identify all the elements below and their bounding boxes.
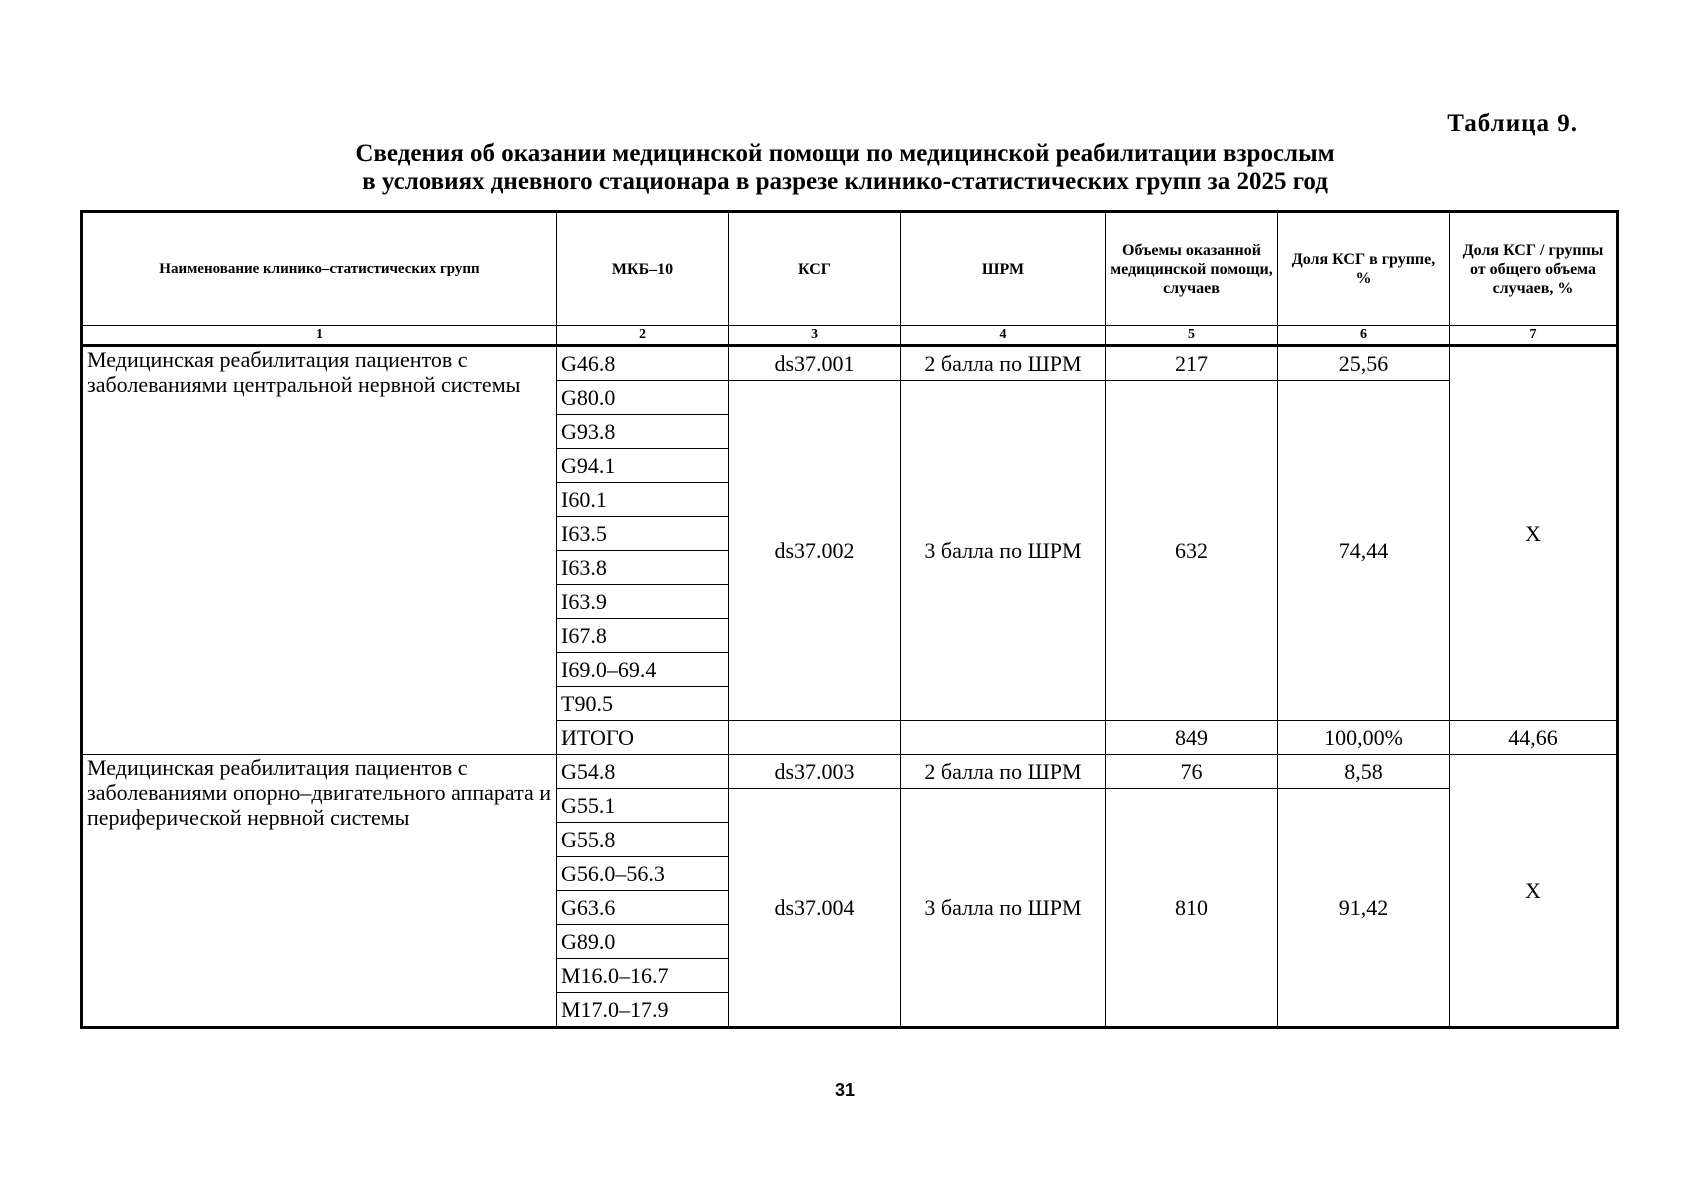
column-number: 4: [901, 326, 1106, 346]
total-label: ИТОГО: [557, 721, 729, 755]
total-overall-share: 44,66: [1450, 721, 1618, 755]
mkb-code: I60.1: [557, 483, 729, 517]
mkb-code: I63.8: [557, 551, 729, 585]
mkb-code: G55.8: [557, 823, 729, 857]
mkb-code: G80.0: [557, 381, 729, 415]
header-volume: Объемы оказанной медицинской помощи, случаев: [1106, 212, 1278, 326]
mkb-code: G93.8: [557, 415, 729, 449]
column-number: 3: [729, 326, 901, 346]
volume-value: 632: [1106, 381, 1278, 721]
total-share: 100,00%: [1278, 721, 1450, 755]
document-title: [0, 140, 1690, 196]
mkb-code: M17.0–17.9: [557, 993, 729, 1028]
group-name-cns: Медицинская реабилитация пациентов с заболеваниями центральной нервной системы: [82, 346, 557, 755]
volume-value: 810: [1106, 789, 1278, 1028]
mkb-code: I63.9: [557, 585, 729, 619]
mkb-code: I67.8: [557, 619, 729, 653]
title-line-1: Сведения об оказании медицинской помощи по медицинской реабилитации взрослым: [355, 140, 1335, 167]
mkb-code: G46.8: [557, 346, 729, 381]
ksg-table: [80, 210, 1619, 1029]
group-name-musculoskeletal: Медицинская реабилитация пациентов с заболеваниями опорно–двигательного аппарата и периферической нервной системы: [82, 755, 557, 1028]
mkb-code: I69.0–69.4: [557, 653, 729, 687]
shrm-value: 2 балла по ШРМ: [901, 755, 1106, 789]
page-number: 31: [834, 1080, 856, 1100]
share-value: 91,42: [1278, 789, 1450, 1028]
title-line-2: в условиях дневного стационара в разрезе клинико-статистических групп за 2025 год: [362, 168, 1328, 195]
ksg-code: ds37.004: [729, 789, 901, 1028]
header-shrm: ШРМ: [901, 212, 1106, 326]
table-label: Таблица 9.: [1447, 110, 1578, 137]
ksg-code: ds37.002: [729, 381, 901, 721]
total-volume: 849: [1106, 721, 1278, 755]
shrm-value: 2 балла по ШРМ: [901, 346, 1106, 381]
overall-share-value: X: [1450, 346, 1618, 721]
header-row: [82, 212, 1618, 326]
share-value: 8,58: [1278, 755, 1450, 789]
volume-value: 76: [1106, 755, 1278, 789]
table-row: [82, 346, 1618, 381]
mkb-code: G63.6: [557, 891, 729, 925]
shrm-value: [901, 721, 1106, 755]
share-value: 74,44: [1278, 381, 1450, 721]
ksg-code: ds37.003: [729, 755, 901, 789]
column-number: 6: [1278, 326, 1450, 346]
shrm-value: 3 балла по ШРМ: [901, 381, 1106, 721]
mkb-code: G56.0–56.3: [557, 857, 729, 891]
header-share: Доля КСГ в группе, %: [1278, 212, 1450, 326]
column-number: 7: [1450, 326, 1618, 346]
mkb-code: I63.5: [557, 517, 729, 551]
column-number-row: [82, 326, 1618, 346]
column-number: 2: [557, 326, 729, 346]
header-mkb: МКБ–10: [557, 212, 729, 326]
mkb-code: T90.5: [557, 687, 729, 721]
mkb-code: G94.1: [557, 449, 729, 483]
share-value: 25,56: [1278, 346, 1450, 381]
header-overall-share: Доля КСГ / группы от общего объема случаев, %: [1450, 212, 1618, 326]
mkb-code: M16.0–16.7: [557, 959, 729, 993]
volume-value: 217: [1106, 346, 1278, 381]
mkb-code: G89.0: [557, 925, 729, 959]
mkb-code: G55.1: [557, 789, 729, 823]
ksg-code: ds37.001: [729, 346, 901, 381]
table-row: [82, 755, 1618, 789]
overall-share-value: X: [1450, 755, 1618, 1028]
ksg-code: [729, 721, 901, 755]
column-number: 1: [82, 326, 557, 346]
column-number: 5: [1106, 326, 1278, 346]
mkb-code: G54.8: [557, 755, 729, 789]
shrm-value: 3 балла по ШРМ: [901, 789, 1106, 1028]
header-ksg: КСГ: [729, 212, 901, 326]
header-group-name: Наименование клинико–статистических групп: [82, 212, 557, 326]
